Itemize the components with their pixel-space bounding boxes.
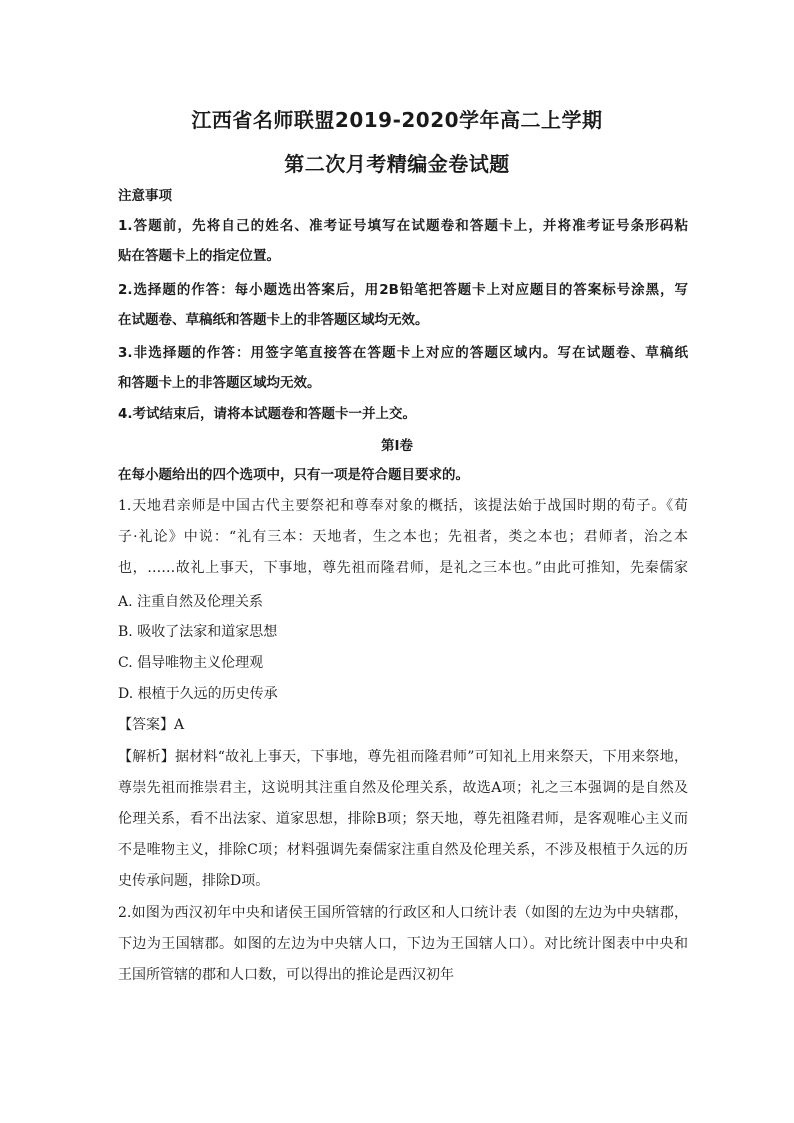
question-1-option-a: A. 注重自然及伦理关系 — [118, 594, 264, 610]
question-2-stem: 王国所管辖的郡和人口数，可以得出的推论是西汉初年 — [118, 967, 454, 983]
notice-line: 和答题卡上的非答题区域均无效。 — [118, 375, 321, 391]
question-1-analysis: 伦理关系，看不出法家、道家思想，排除B项；祭天地，尊先祖隆君师，是客观唯心主义而 — [118, 811, 688, 827]
notice-line: 1.答题前，先将自己的姓名、准考证号填写在试题卷和答题卡上，并将准考证号条形码粘 — [118, 218, 688, 234]
notice-line: 贴在答题卡上的指定位置。 — [118, 248, 280, 264]
notice-line: 3.非选择题的作答：用签字笔直接答在答题卡上对应的答题区域内。写在试题卷、草稿纸 — [118, 345, 688, 361]
question-2-stem: 下边为王国辖郡。如图的左边为中央辖人口，下边为王国辖人口）。对比统计图表中中央和 — [118, 936, 688, 952]
question-1-analysis: 尊崇先祖而推崇君主，这说明其注重自然及伦理关系，故选A项；礼之三本强调的是自然及 — [118, 780, 688, 796]
page-subtitle: 第二次月考精编金卷试题 — [284, 152, 510, 176]
notice-line: 在试题卷、草稿纸和答题卡上的非答题区域均无效。 — [118, 312, 429, 328]
question-1-analysis: 史传承问题，排除D项。 — [118, 873, 270, 889]
notice-line: 4.考试结束后，请将本试题卷和答题卡一并上交。 — [118, 406, 417, 422]
question-1-answer: 【答案】A — [118, 717, 185, 733]
question-1-analysis: 【解析】据材料“故礼上事天，下事地，尊先祖而隆君师”可知礼上用来祭天，下用来祭地， — [118, 749, 688, 765]
section-title: 第Ⅰ卷 — [380, 438, 414, 454]
question-1-option-c: C. 倡导唯物主义伦理观 — [118, 655, 264, 671]
page-title: 江西省名师联盟2019-2020学年高二上学期 — [191, 108, 603, 132]
question-1-analysis: 不是唯物主义，排除C项；材料强调先秦儒家注重自然及伦理关系，不涉及根植于久远的历 — [118, 842, 688, 858]
question-2-stem: 2.如图为西汉初年中央和诸侯王国所管辖的行政区和人口统计表（如图的左边为中央辖郡， — [118, 905, 688, 921]
question-1-stem: 1.天地君亲师是中国古代主要祭祀和尊奉对象的概括，该提法始于战国时期的荀子。《荀 — [118, 498, 688, 514]
question-1-option-d: D. 根植于久远的历史传承 — [118, 686, 278, 702]
notice-line: 2.选择题的作答：每小题选出答案后，用2B铅笔把答题卡上对应题目的答案标号涂黑，写 — [118, 282, 688, 298]
section-instruction: 在每小题给出的四个选项中，只有一项是符合题目要求的。 — [118, 467, 469, 483]
notice-heading: 注意事项 — [118, 188, 172, 204]
question-1-stem: 也，……故礼上事天，下事地，尊先祖而隆君师，是礼之三本也。”由此可推知，先秦儒家 — [118, 560, 688, 576]
question-1-stem: 子·礼论》中说：“礼有三本：天地者，生之本也；先祖者，类之本也；君师者，治之本 — [118, 529, 688, 545]
question-1-option-b: B. 吸收了法家和道家思想 — [118, 624, 278, 640]
